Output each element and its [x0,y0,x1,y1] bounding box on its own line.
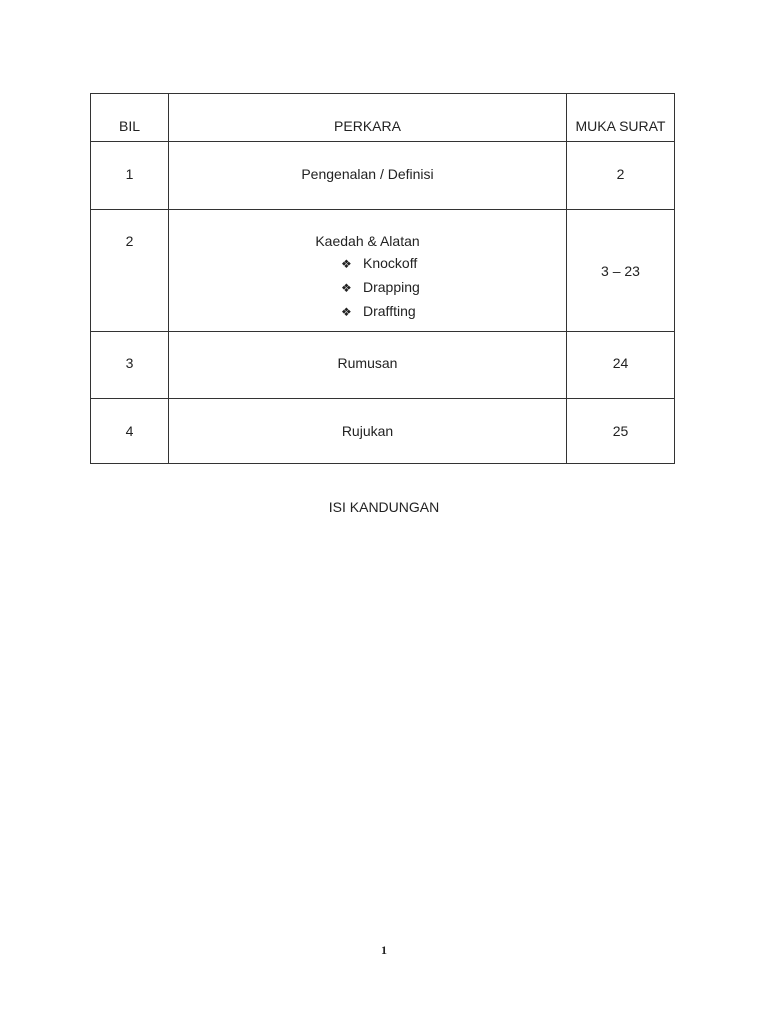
row-perkara: Kaedah & Alatan [315,233,420,249]
diamond-bullet-icon: ❖ [341,257,352,271]
row-muka-surat: 3 – 23 [567,210,675,332]
page-number: 1 [381,943,387,957]
sub-item [341,251,541,275]
sub-item-label: Draffting [363,303,416,319]
row-perkara: Rujukan [169,399,567,464]
table-header-row [91,94,675,142]
row-muka-surat: 2 [567,142,675,210]
table-row [91,142,675,210]
header-perkara: PERKARA [169,94,567,142]
row-muka-surat: 24 [567,332,675,399]
header-bil: BIL [91,94,169,142]
sub-item [341,275,541,299]
row-muka-surat: 25 [567,399,675,464]
row-bil: 3 [91,332,169,399]
document-caption: ISI KANDUNGAN [328,499,440,515]
diamond-bullet-icon: ❖ [341,281,352,295]
table-row [91,210,675,332]
table-row [91,332,675,399]
row-perkara-cell [169,210,567,332]
row-bil: 2 [91,210,169,332]
sub-item-label: Knockoff [363,255,418,271]
row-perkara: Pengenalan / Definisi [169,142,567,210]
sub-item-label: Drapping [363,279,420,295]
row-bil: 1 [91,142,169,210]
table-row [91,399,675,464]
row-bil: 4 [91,399,169,464]
sub-item [341,299,541,323]
row-perkara: Rumusan [169,332,567,399]
sub-item-list [341,251,541,323]
header-muka-surat: MUKA SURAT [567,94,675,142]
diamond-bullet-icon: ❖ [341,305,352,319]
table-of-contents [90,93,675,464]
